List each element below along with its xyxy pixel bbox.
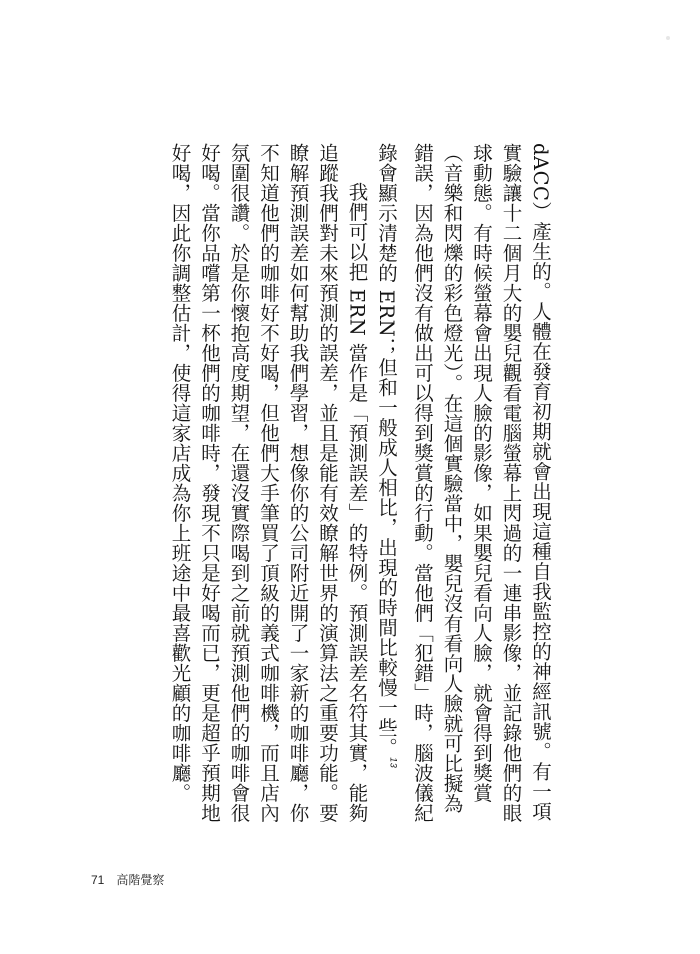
page-corner-mark bbox=[666, 36, 670, 40]
running-title: 高階覺察 bbox=[116, 873, 165, 887]
paragraph-1 bbox=[372, 143, 556, 823]
body-text bbox=[135, 143, 555, 823]
paragraph-2-text: 我們可以把 ERN 當作是「預測誤差」的特例。預測誤差名符其實，能夠追蹤我們對未來預測的誤差，並且是能有效瞭解世界的演算法之重要功能。要瞭解預測誤差如何幫助我們學習，想像你的公司附近開了一家新的咖啡廳，你不知道他們的咖啡好不好喝，但他們大手筆買了頂級的義式咖啡機，而且店內氛圍很讚。於是你懷抱高度期望，在還沒實際喝到之前就預測他們的咖啡會很好喝。當你品嚐第一杯他們的咖啡時，發現不只是好喝而已，更是超乎預期地好喝，因此你調整估計，使得這家店成為你上班途中最喜歡光顧的咖啡廳。 bbox=[168, 143, 369, 823]
page-footer bbox=[91, 871, 164, 888]
paragraph-2 bbox=[165, 143, 372, 823]
paragraph-1-text: dACC）產生的。人體在發育初期就會出現這種自我監控的神經訊號。有一項實驗讓十二個月大的嬰兒觀看電腦螢幕上閃過的一連串影像，並記錄他們的眼球動態。有時候螢幕會出現人臉的影像，如果嬰兒看向人臉，就會得到獎賞（音樂和閃爍的彩色燈光）。在這個實驗當中，嬰兒沒有看向人臉就可比擬為錯誤，因為他們沒有做出可以得到獎賞的行動。當他們「犯錯」時，腦波儀紀錄會顯示清楚的 ERN；但和一般成人相比，出現的時間比較慢一些。 bbox=[375, 143, 552, 823]
page-number: 71 bbox=[91, 873, 105, 887]
footnote-reference[interactable]: 13 bbox=[388, 757, 399, 769]
